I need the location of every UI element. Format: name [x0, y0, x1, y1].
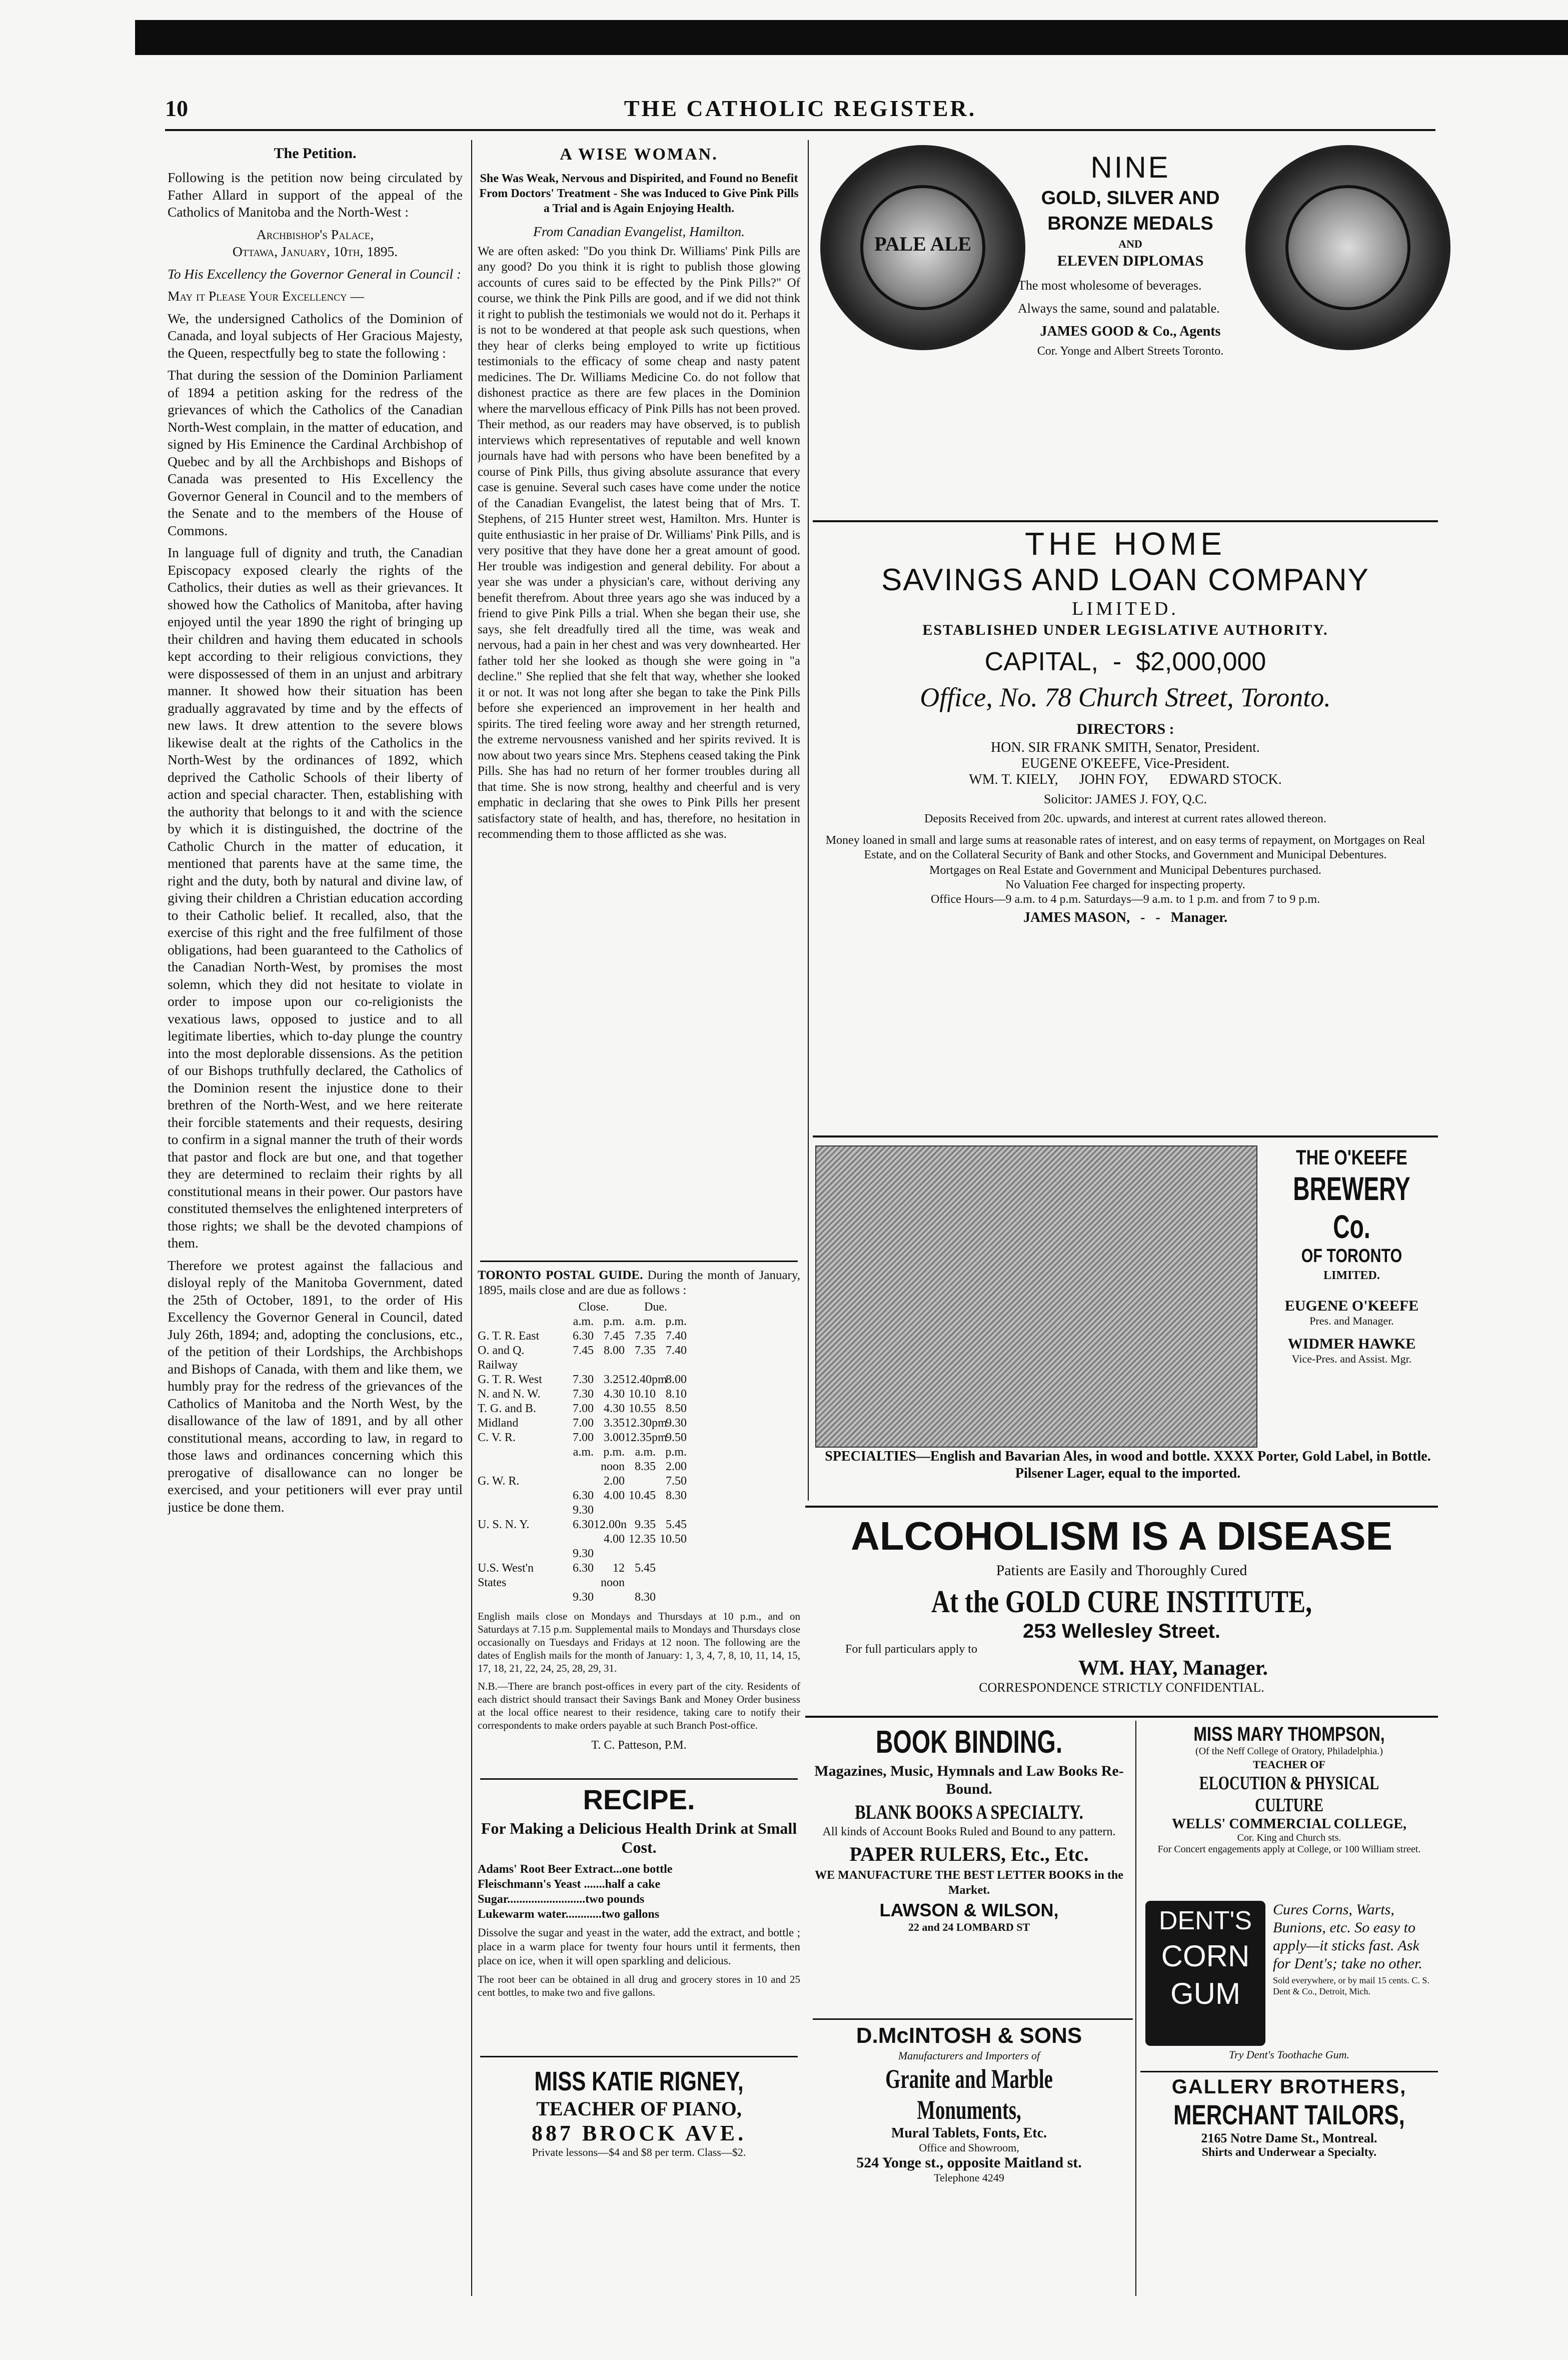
brewery-line2: BREWERY Co.: [1293, 1170, 1410, 1245]
mcintosh-address: 524 Yonge st., opposite Maitland st.: [856, 2154, 1082, 2171]
postal-time: 12.40pm: [625, 1373, 667, 1386]
postal-time: noon: [601, 1460, 625, 1473]
postal-note: N.B.—There are branch post-offices in every part of the city. Residents of each district should transact their Savings Bank and Money Order business at the local office nearest to their residence, taking care to notify their correspondents to make orders payable at such Branch Post-office.: [478, 1680, 800, 1731]
postal-time: 7.00: [573, 1417, 594, 1430]
thompson-concerts: For Concert engagements apply at College, or 100 William street.: [1157, 1844, 1421, 1855]
gallery-line: Shirts and Underwear a Specialty.: [1201, 2146, 1377, 2159]
savings-limited: LIMITED.: [1072, 598, 1179, 619]
postal-route: U. S. N. Y.: [478, 1518, 530, 1531]
binding-address: 22 and 24 LOMBARD ST: [908, 1921, 1030, 1933]
postal-row: [478, 1518, 800, 1532]
postal-time: 12.35: [629, 1533, 656, 1546]
recipe-ingredient: Fleischmann's Yeast .......half a cake: [478, 1878, 661, 1891]
postal-time: [656, 1547, 687, 1561]
recipe-footnote: The root beer can be obtained in all drug and grocery stores in 10 and 25 cent bottles, to make two and five gallons.: [478, 1973, 800, 1998]
story-subhead: She Was Weak, Nervous and Dispirited, and Found no Benefit From Doctors' Treatment - She was Induced to Give Pink Pills a Trial and is Again Enjoying Health.: [479, 172, 799, 215]
postal-time: 6.30: [573, 1489, 594, 1502]
postal-time: 4.30: [604, 1388, 625, 1401]
postal-time: 4.30: [604, 1402, 625, 1415]
thompson-address: Cor. King and Church sts.: [1237, 1832, 1341, 1843]
dents-end-rule: [1140, 2071, 1438, 2072]
postal-time: [563, 1532, 594, 1547]
postal-row: [478, 1460, 800, 1474]
paragraph: That during the session of the Dominion Parliament of 1894 a petition asking for the redress of the grievances of which the Catholics of the Canadian North-West complain, in the matter of education, and signed by His Eminence the Cardinal Archbishop of Quebec and by all the Archbishops and Bishops of Canada was presented to His Excellency the Governor General in Council and to the members of the Senate and to the members of the House of Commons.: [168, 367, 463, 538]
nine-medals-ad: [1018, 150, 1243, 520]
ampm-cell: a.m.: [573, 1315, 594, 1328]
column-rule-1: [471, 140, 472, 2296]
dateline-date: Ottawa, January, 10th, 1895.: [232, 244, 398, 259]
mcintosh-tagline: Manufacturers and Importers of: [898, 2049, 1040, 2062]
directors-label: DIRECTORS :: [1076, 721, 1174, 737]
postal-time: 12.00n: [594, 1518, 627, 1531]
postal-time: [656, 1503, 687, 1518]
postal-time: 8.30: [635, 1591, 656, 1604]
article-title: The Petition.: [274, 145, 357, 162]
postal-time: 2.00: [666, 1460, 687, 1473]
binding-line4: PAPER RULERS, Etc., Etc.: [849, 1843, 1089, 1865]
dents-box-line3: GUM: [1170, 1977, 1240, 2010]
medals-claim1: The most wholesome of beverages.: [1018, 278, 1202, 293]
postal-row: [478, 1402, 800, 1416]
postal-time: 9.30: [666, 1417, 687, 1430]
postal-row: [478, 1503, 800, 1518]
mcintosh-product: Granite and Marble Monuments,: [885, 2064, 1053, 2125]
savings-office: Office, No. 78 Church Street, Toronto.: [920, 682, 1331, 712]
dents-box-line1: DENT'S: [1158, 1906, 1252, 1935]
postal-time: 3.25: [604, 1373, 625, 1386]
savings-line1: THE HOME: [1025, 526, 1226, 562]
postal-route: G. T. R. East: [478, 1330, 540, 1343]
postal-title: TORONTO POSTAL GUIDE.: [478, 1269, 643, 1282]
thompson-name: MISS MARY THOMPSON,: [1193, 1723, 1385, 1745]
gold-cure-ad: [805, 1513, 1438, 1713]
gallery-title: GALLERY BROTHERS,: [1171, 2076, 1407, 2098]
ampm-cell: a.m.: [635, 1315, 656, 1328]
postal-time: [594, 1503, 625, 1518]
medals-agents: JAMES GOOD & Co., Agents: [1040, 324, 1221, 339]
medals-end-rule: [813, 520, 1438, 522]
recipe-ingredient: Sugar..........................two pounds: [478, 1893, 645, 1906]
rigney-address: 887 BROCK AVE.: [531, 2121, 747, 2145]
postal-time: 8.35: [635, 1460, 656, 1473]
savings-end-rule: [813, 1135, 1438, 1137]
postal-time: 7.45: [573, 1344, 594, 1357]
savings-established: ESTABLISHED UNDER LEGISLATIVE AUTHORITY.: [922, 622, 1328, 638]
postal-time: 7.30: [573, 1388, 594, 1401]
postal-time: 8.00: [666, 1373, 687, 1386]
postal-row: [478, 1344, 800, 1373]
postal-time: 7.00: [573, 1402, 594, 1415]
story-end-rule: [480, 1261, 798, 1262]
gold-cure-sub: Patients are Easily and Thoroughly Cured: [996, 1562, 1247, 1579]
postal-time: 6.30: [573, 1562, 594, 1575]
postal-time: 7.35: [635, 1330, 656, 1343]
rigney-ad: [478, 2066, 800, 2186]
binding-line2: BLANK BOOKS A SPECIALTY.: [855, 1801, 1083, 1823]
mcintosh-line3: Office and Showroom,: [919, 2141, 1019, 2154]
book-binding-ad: [808, 1723, 1130, 2023]
brewery-officer1-title: Pres. and Manager.: [1309, 1315, 1394, 1327]
postal-time: a.m.: [635, 1446, 656, 1459]
postal-time: 9.30: [573, 1504, 594, 1517]
postal-time: 3.35: [604, 1417, 625, 1430]
thompson-ad: [1140, 1723, 1438, 1888]
medals-title: NINE: [1090, 151, 1170, 184]
postal-row: [478, 1590, 800, 1605]
postal-rows: [478, 1329, 800, 1605]
wise-woman-article: [478, 145, 800, 1201]
postal-time: 3.00: [604, 1431, 625, 1444]
brewery-line3: OF TORONTO: [1301, 1246, 1402, 1267]
mcintosh-ad: [808, 2023, 1130, 2203]
postal-route: O. and Q. Railway: [478, 1344, 525, 1372]
savings-solicitor: Solicitor: JAMES J. FOY, Q.C.: [1043, 792, 1207, 806]
postal-close-heading: Close.: [578, 1301, 609, 1314]
column-rule-2: [808, 140, 809, 1501]
binding-line1: Magazines, Music, Hymnals and Law Books Re-Bound.: [814, 1763, 1124, 1797]
recipe-end-rule: [480, 2056, 798, 2057]
dents-text1: Cures Corns, Warts, Bunions, etc. So easy to apply—it sticks fast. Ask for Dent's; take no other.: [1273, 1901, 1422, 1972]
postal-time: [656, 1590, 687, 1605]
paragraph: Therefore we protest against the fallacious and disloyal reply of the Manitoba Government, dated the 25th of October, 1891, to the order of His Excellency the Governor General in Council, dated July 26th, 1894; and, adopting the conclusions, etc., of the petition of their Lordships, the Archbishops and Bishops of Canada, with them and like them, we humbly pray for the redress of the grievances of the Catholics of Manitoba and the North West, by the disallowance of the law of 1891, and by all other constitutional means, according to law, in regard to those laws and ordinances concerning which this prerogative of disallowance can no longer be exercised, and your petitioners will ever pray until justice be done them.: [168, 1257, 463, 1515]
postal-time: 6.30: [573, 1330, 594, 1343]
salutation: May it Please Your Excellency —: [168, 288, 365, 304]
postal-time: 12 noon: [601, 1562, 625, 1589]
dents-ad-text: [1273, 1901, 1438, 2046]
postal-time: [625, 1547, 656, 1561]
postal-time: 8.00: [604, 1344, 625, 1357]
savings-manager-title: Manager.: [1170, 910, 1228, 925]
postal-time: 5.45: [635, 1562, 656, 1575]
medals-address: Cor. Yonge and Albert Streets Toronto.: [1037, 345, 1224, 358]
director: WM. T. KIELY,: [969, 772, 1058, 787]
postal-row: [478, 1387, 800, 1402]
page-title: THE CATHOLIC REGISTER.: [624, 96, 977, 121]
postal-time: [625, 1474, 656, 1489]
petition-article: [168, 145, 463, 2296]
postal-time: 12.30pm: [625, 1417, 667, 1430]
postal-signature: T. C. Patteson, P.M.: [591, 1739, 687, 1752]
gold-cure-address: 253 Wellesley Street.: [1022, 1620, 1221, 1642]
gallery-address: 2165 Notre Dame St., Montreal.: [1201, 2131, 1377, 2145]
medals-line3: ELEVEN DIPLOMAS: [1057, 253, 1204, 269]
page-header: [165, 95, 1435, 125]
postal-time: [656, 1561, 687, 1590]
mcintosh-line2: Mural Tablets, Fonts, Etc.: [891, 2125, 1047, 2141]
savings-line2: SAVINGS AND LOAN COMPANY: [881, 563, 1369, 597]
postal-time: 10.45: [629, 1489, 656, 1502]
brewery-line1: THE O'KEEFE: [1296, 1145, 1407, 1169]
postal-time: 6.30: [573, 1518, 594, 1531]
postal-time: p.m.: [665, 1446, 687, 1459]
postal-route: [478, 1445, 563, 1460]
dents-text2: Sold everywhere, or by mail 15 cents. C. S. Dent & Co., Detroit, Mich.: [1273, 1975, 1429, 1996]
postal-time: 12.35pm: [625, 1431, 667, 1444]
postal-time: a.m.: [573, 1446, 594, 1459]
column-rule-3: [1135, 1721, 1136, 2296]
brewery-specialties: [813, 1448, 1438, 1503]
savings-manager: JAMES MASON,: [1023, 910, 1130, 925]
postal-time: 10.50: [660, 1533, 687, 1546]
director: JOHN FOY,: [1079, 772, 1148, 787]
postal-row: [478, 1547, 800, 1561]
postal-time: [563, 1474, 594, 1489]
recipe-title: RECIPE.: [583, 1784, 695, 1815]
article-intro: Following is the petition now being circulated by Father Allard in support of the appeal of the Catholics of Manitoba and the North-West :: [168, 170, 463, 220]
postal-route: N. and N. W.: [478, 1388, 541, 1401]
ampm-cell: p.m.: [603, 1315, 625, 1328]
brewery-limited: LIMITED.: [1323, 1269, 1380, 1282]
postal-time: 7.50: [666, 1475, 687, 1488]
postal-time: 5.45: [666, 1518, 687, 1531]
postal-time: 8.30: [666, 1489, 687, 1502]
postal-row: [478, 1474, 800, 1489]
dateline-place: Archbishop's Palace,: [256, 226, 374, 242]
postal-time: [594, 1590, 625, 1605]
postal-time: [594, 1547, 625, 1561]
page-number: 10: [165, 96, 188, 121]
dents-corn-gum-box: [1145, 1901, 1265, 2046]
postal-time: 9.35: [635, 1518, 656, 1531]
address-line: To His Excellency the Governor General in Council :: [168, 266, 462, 282]
medals-and: AND: [1118, 238, 1142, 250]
medal-left-label: PALE ALE: [874, 232, 971, 255]
gallery-ad: [1140, 2076, 1438, 2206]
postal-row: [478, 1431, 800, 1445]
postal-time: 7.35: [635, 1344, 656, 1357]
postal-route: [478, 1503, 563, 1518]
mcintosh-phone: Telephone 4249: [934, 2171, 1004, 2184]
binding-firm: LAWSON & WILSON,: [879, 1900, 1059, 1920]
gallery-sub: MERCHANT TAILORS,: [1173, 2099, 1405, 2130]
top-black-band: [135, 20, 1568, 55]
dents-text3: Try Dent's Toothache Gum.: [1228, 2048, 1349, 2061]
brewery-illustration: [815, 1145, 1257, 1448]
gold-cure-apply: For full particulars apply to: [845, 1643, 977, 1656]
postal-time: 8.10: [666, 1388, 687, 1401]
gold-cure-end-rule: [805, 1716, 1438, 1718]
gold-cure-manager: WM. HAY, Manager.: [1078, 1657, 1268, 1680]
home-savings-ad: THE HOME SAVINGS AND LOAN COMPANY LIMITED. ESTABLISHED UNDER LEGISLATIVE AUTHORITY. CAPITAL, - $2,000,000 Office, No. 78 Church Street, Toronto. DIRECTORS : HON. SIR FRANK SMITH, Senator, President. EUGENE O'KEEFE, Vice-President. WM. T. KIELY, JOHN FOY, EDWARD STOCK. Solicitor: JAMES J. FOY, Q.C. Deposits Received from 20c. upwards, and interest at current rates allowed thereon. Money loaned in small and large sums at reasonable rates of interest, and on easy terms of repayment, on Mortgages on Real Estate, and on the Collateral Security of Bank and other Stocks, and Government and Municipal Debentures. Mortgages on Real Estate and Government and Municipal Debentures purchased. No Valuation Fee charged for inspecting property. Office Hours—9 a.m. to 4 p.m. Saturdays—9 a.m. to 1 p.m. and from 7 to 9 p.m. JAMES MASON, - - Manager.: [810, 525, 1440, 1145]
binding-line5: WE MANUFACTURE THE BEST LETTER BOOKS in the Market.: [815, 1869, 1123, 1897]
medal-left: [820, 145, 1025, 350]
story-source: From Canadian Evangelist, Hamilton.: [533, 224, 745, 239]
brewery-specialties-text: SPECIALTIES—English and Bavarian Ales, in wood and bottle. XXXX Porter, Gold Label, in Bottle. Pilsener Lager, equal to the imported.: [825, 1449, 1431, 1481]
paragraph: We, the undersigned Catholics of the Dominion of Canada, and loyal subjects of Her Gracious Majesty, the Queen, respectfully beg to state the following :: [168, 310, 463, 361]
mcintosh-firm: D.McINTOSH & SONS: [856, 2023, 1082, 2048]
savings-hours: Office Hours—9 a.m. to 4 p.m. Saturdays—9 a.m. to 1 p.m. and from 7 to 9 p.m.: [930, 893, 1320, 906]
postal-row: [478, 1489, 800, 1503]
dents-footer: [1140, 2048, 1438, 2068]
story-title: A WISE WOMAN.: [560, 145, 718, 164]
rigney-terms: Private lessons—$4 and $8 per term. Class—$2.: [532, 2146, 746, 2158]
rigney-title: TEACHER OF PIANO,: [536, 2097, 742, 2120]
postal-time: 7.40: [666, 1344, 687, 1357]
story-body: We are often asked: "Do you think Dr. Williams' Pink Pills are any good? Do you think it is right to publish those glowing accounts of cures said to be effected by the Pink Pills?" Of course, we think the Pink Pills are good, and if we did not think it right to publish the testimonials we would not do it. Perhaps it is not to be wondered at that people ask such questions, when they hear of clerks being employed to write up fictitious testimonials to the efficacy of some cheap and nasty patent medicines. The Dr. Williams Medicine Co. do not follow that dishonest practice as there are few places in the Dominion where the marvellous efficacy of Pink Pills has not been proved. Their method, as our readers may have observed, is to publish interviews which representatives of reputable and well known journals have had with persons who have been benefited by a course of Pink Pills, thus giving absolute assurance that every case is genuine. Several such cases have come under the notice of the Canadian Evangelist, the latest being that of Mrs. T. Stephens, of 215 Hunter street west, Hamilton. Mrs. Hunter is quite enthusiastic in her praise of Dr. Williams' Pink Pills, and is very positive that they have done her a great amount of good. Her trouble was indigestion and general debility. For about a year she was under a physician's care, without deriving any benefit therefrom. About three years ago she was induced by a friend to give Pink Pills a trial. When she began their use, she says, she felt dreadfully tired all the time, was weak and nervous, had a pain in her chest and was very downhearted. Her father told her she looked as though she were going in "a decline." She replied that she felt that way, whether she looked it or not. It was not long after she began to take the Pink Pills before she experienced an improvement in her health and spirits. The tired feeling wore away and her strength returned, the extreme nervousness vanished and her spirits revived. It is now about two years since Mrs. Stephens ceased taking the Pink Pills. She has had no return of her former troubles during all that time. She is now strong, healthy and cheerful and is very emphatic in declaring that she owes to Pink Pills her present satisfactory state of health, and has, therefore, no hesitation in recommending them to those afflicted as she was.: [478, 244, 800, 841]
postal-route: [478, 1547, 563, 1561]
header-rule: [165, 129, 1435, 131]
capital-label: CAPITAL,: [984, 647, 1098, 676]
recipe-ingredient: Adams' Root Beer Extract...one bottle: [478, 1863, 673, 1876]
thompson-teacher: TEACHER OF: [1253, 1758, 1325, 1771]
medals-line1: GOLD, SILVER AND: [1041, 188, 1220, 209]
brewery-end-rule: [805, 1506, 1438, 1508]
postal-ampm-row: [478, 1315, 800, 1329]
gold-cure-confidential: CORRESPONDENCE STRICTLY CONFIDENTIAL.: [979, 1680, 1264, 1695]
postal-due-heading: Due.: [644, 1301, 667, 1314]
postal-note: English mails close on Mondays and Thursdays at 10 p.m., and on Saturdays at 7.15 p.m. Supplemental mails to Mondays and Thursdays close occasionally on Tuesdays and Fridays at 12 noon. The following are the dates of English mails for the month of January: 1, 3, 4, 7, 8, 10, 11, 14, 15, 17, 18, 21, 22, 24, 25, 28, 29, 31.: [478, 1610, 800, 1674]
postal-intro: During the month of January, 1895, mails close and are due as follows :: [478, 1269, 800, 1297]
postal-route: [478, 1590, 563, 1605]
postal-time: 7.00: [573, 1431, 594, 1444]
postal-row: [478, 1416, 800, 1431]
capital-value: $2,000,000: [1136, 647, 1266, 676]
postal-route: [478, 1489, 563, 1503]
recipe-subtitle: For Making a Delicious Health Drink at Small Cost.: [481, 1819, 797, 1856]
binding-end-rule: [813, 2018, 1133, 2020]
postal-route: G. T. R. West: [478, 1373, 542, 1386]
binding-title: BOOK BINDING.: [875, 1724, 1063, 1760]
postal-route: [478, 1532, 563, 1547]
postal-time: 2.00: [604, 1475, 625, 1488]
gold-cure-headline: ALCOHOLISM IS A DISEASE: [850, 1514, 1393, 1558]
postal-time: 4.00: [604, 1533, 625, 1546]
postal-time: [625, 1503, 656, 1518]
postal-time: 7.30: [573, 1373, 594, 1386]
postal-time: 4.00: [604, 1489, 625, 1502]
postal-route: [478, 1460, 563, 1474]
postal-time: 8.50: [666, 1402, 687, 1415]
binding-line3: All kinds of Account Books Ruled and Bound to any pattern.: [822, 1825, 1116, 1838]
brewery-officer2-title: Vice-Pres. and Assist. Mgr.: [1291, 1353, 1412, 1365]
postal-time: 7.45: [604, 1330, 625, 1343]
postal-row: [478, 1445, 800, 1460]
postal-end-rule: [480, 1778, 798, 1780]
director: EDWARD STOCK.: [1169, 772, 1282, 787]
postal-route: Midland: [478, 1417, 519, 1430]
recipe-instructions: Dissolve the sugar and yeast in the water, add the extract, and bottle ; place in a warm place for twenty four hours until it ferments, then place on ice, when it will open sparkling and delicious.: [478, 1926, 800, 1967]
director: HON. SIR FRANK SMITH, Senator, President.: [991, 740, 1260, 755]
postal-route: C. V. R.: [478, 1431, 516, 1444]
savings-money: Money loaned in small and large sums at reasonable rates of interest, and on easy terms of repayment, on Mortgages on Real Estate, and on the Collateral Security of Bank and other Stocks, and Government and Municipal Debentures.: [825, 834, 1425, 861]
savings-mortgages: Mortgages on Real Estate and Government and Municipal Debentures purchased.: [929, 864, 1321, 877]
medal-right: [1245, 145, 1450, 350]
postal-heading-row: [478, 1300, 800, 1315]
postal-time: 7.40: [666, 1330, 687, 1343]
postal-route: G. W. R.: [478, 1475, 520, 1488]
rigney-name: MISS KATIE RIGNEY,: [534, 2066, 744, 2096]
postal-time: 10.55: [629, 1402, 656, 1415]
postal-row: [478, 1532, 800, 1547]
medals-claim2: Always the same, sound and palatable.: [1018, 301, 1220, 316]
postal-time: 9.30: [573, 1591, 594, 1604]
savings-deposits: Deposits Received from 20c. upwards, and interest at current rates allowed thereon.: [924, 812, 1326, 825]
postal-row: [478, 1329, 800, 1344]
recipe-ingredient: Lukewarm water............two gallons: [478, 1908, 660, 1921]
gold-cure-institute: At the GOLD CURE INSTITUTE,: [931, 1584, 1312, 1619]
dents-box-line2: CORN: [1161, 1939, 1250, 1973]
postal-time: [563, 1460, 594, 1474]
postal-time: 9.50: [666, 1431, 687, 1444]
postal-time: p.m.: [603, 1446, 625, 1459]
director: EUGENE O'KEEFE, Vice-President.: [1021, 756, 1230, 771]
postal-guide: [478, 1268, 800, 1773]
thompson-sub: (Of the Neff College of Oratory, Philadelphia.): [1195, 1746, 1383, 1757]
thompson-college: WELLS' COMMERCIAL COLLEGE,: [1171, 1816, 1407, 1832]
recipe-ad: [478, 1783, 800, 2033]
brewery-officer1: EUGENE O'KEEFE: [1284, 1298, 1419, 1314]
paragraph: In language full of dignity and truth, the Canadian Episcopacy exposed clearly the rights of the Catholics, their duties as well as their grievances. It showed how the Catholics of Manitoba, after having enjoyed until the year 1890 the right of bringing up their children and having them educated in schools kept according to their religious convictions, they were dispossessed of them in an unjust and arbitrary manner. It showed how their situation has been gradually aggravated by time and by the effects of new laws. It drew attention to the severe blows likewise dealt at the rights of the Catholics in the North-West by the ordinances of 1892, which deprived the Catholic Schools of their liberty of action and special character. Then, establishing with the authority that belongs to it and with the science by which it is distinguished, the doctrine of the Catholic Church in the matter of education, it mentioned that parents have at the same time, the right and the duty, both by natural and divine law, of giving their children a Christian education according to their Catholic belief. It recalled, also, that the exercise of this right and the free fulfilment of those obligations, had been guaranteed to the Catholics of the Canadian North-West, by promises the most solemn, which they did not hesitate to violate in order to impose upon our co-religionists the vexatious laws, opposed to justice and to all legitimate liberties, which to-day plunge the country into the most deplorable dissensions. As the petition of our Bishops truthfully declared, the Catholics of the Dominion resent the injustice done to their brethren of the North-West, and we here reiterate their forcible statements and their requests, desiring to confirm in a signal manner the truth of their words that pastor and flock are but one, and that together they are determined to reclaim their rights by all constitutional means in their power. Our pastors have constituted themselves the enlightened interpreters of those rights; we shall be the devoted champions of them.: [168, 545, 463, 1251]
postal-route: U.S. West'n States: [478, 1562, 534, 1589]
brewery-officer2: WIDMER HAWKE: [1287, 1336, 1416, 1352]
postal-time: 9.30: [573, 1547, 594, 1560]
ampm-cell: p.m.: [665, 1315, 687, 1328]
savings-valuation: No Valuation Fee charged for inspecting property.: [1005, 878, 1245, 891]
postal-route: T. G. and B.: [478, 1402, 536, 1415]
medals-line2: BRONZE MEDALS: [1047, 213, 1213, 234]
thompson-subject: ELOCUTION & PHYSICAL CULTURE: [1199, 1773, 1379, 1816]
brewery-ad: [1265, 1145, 1438, 1446]
postal-time: 10.10: [629, 1388, 656, 1401]
postal-row: [478, 1373, 800, 1387]
postal-row: [478, 1561, 800, 1590]
